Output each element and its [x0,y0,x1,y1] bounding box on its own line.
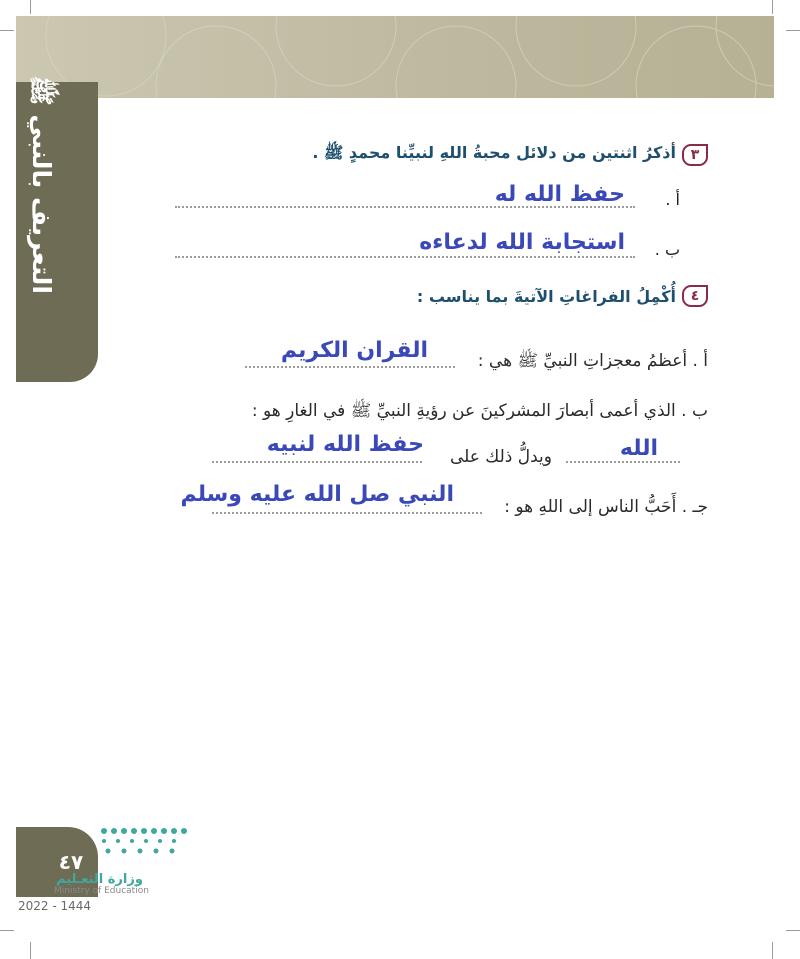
answer-line [212,461,422,463]
crop-mark [772,0,773,14]
answer-text: الله [619,436,658,461]
fill-blank-statement: ب . الذي أعمى أبصارَ المشركينَ عن رؤيةِ النبيِّ ﷺ في الغارِ هو : [251,401,708,421]
chapter-title: التعريف بالنبي ﷺ [27,75,56,294]
fill-blank-statement: أ . أعظمُ معجزاتِ النبيِّ ﷺ هي : [477,351,708,371]
crop-mark [786,30,800,31]
question-number-badge: ٤ [682,285,708,307]
question-4-prompt: أُكْمِلُ الفراغاتِ الآتيةَ بما يناسب : [416,286,676,306]
answer-line [175,256,635,258]
crop-mark [0,930,14,931]
question-4-heading [417,285,708,307]
crop-mark [30,942,31,959]
question-3-prompt: أذكرُ اثنتين من دلائل محبةُ اللهِ لنبيِّنا محمدٍ ﷺ . [312,143,676,162]
ministry-logo-icon [98,825,190,865]
answer-text: استجابة الله لدعاءه [419,230,625,255]
ministry-name-english: Ministry of Education [54,886,149,896]
answer-text: حفظ الله له [494,182,625,207]
answer-line [245,366,455,368]
answer-line [566,461,680,463]
header-band [16,16,774,98]
fill-blank-statement: ويدلُّ ذلك على [449,447,552,467]
answer-text: حفظ الله لنبيه [266,432,424,457]
answer-text: القران الكريم [280,338,428,363]
answer-text: النبي صل الله عليه وسلم [180,482,454,507]
fill-blank-statement: جـ . أَحَبُّ الناس إلى اللهِ هو : [504,497,708,517]
header-pattern [16,16,774,98]
page-number: ٤٧ [48,843,94,881]
question-number-badge: ٣ [682,144,708,166]
edition-year: 2022 - 1444 [18,899,92,913]
answer-line [212,512,482,514]
crop-mark [772,942,773,959]
crop-mark [786,930,800,931]
crop-mark [0,30,14,31]
item-label: ب . [654,240,680,259]
ministry-name-arabic: وزارة التعـليم [56,872,143,887]
item-label: أ . [665,190,680,209]
question-3-heading [312,143,708,166]
crop-mark [30,0,31,14]
